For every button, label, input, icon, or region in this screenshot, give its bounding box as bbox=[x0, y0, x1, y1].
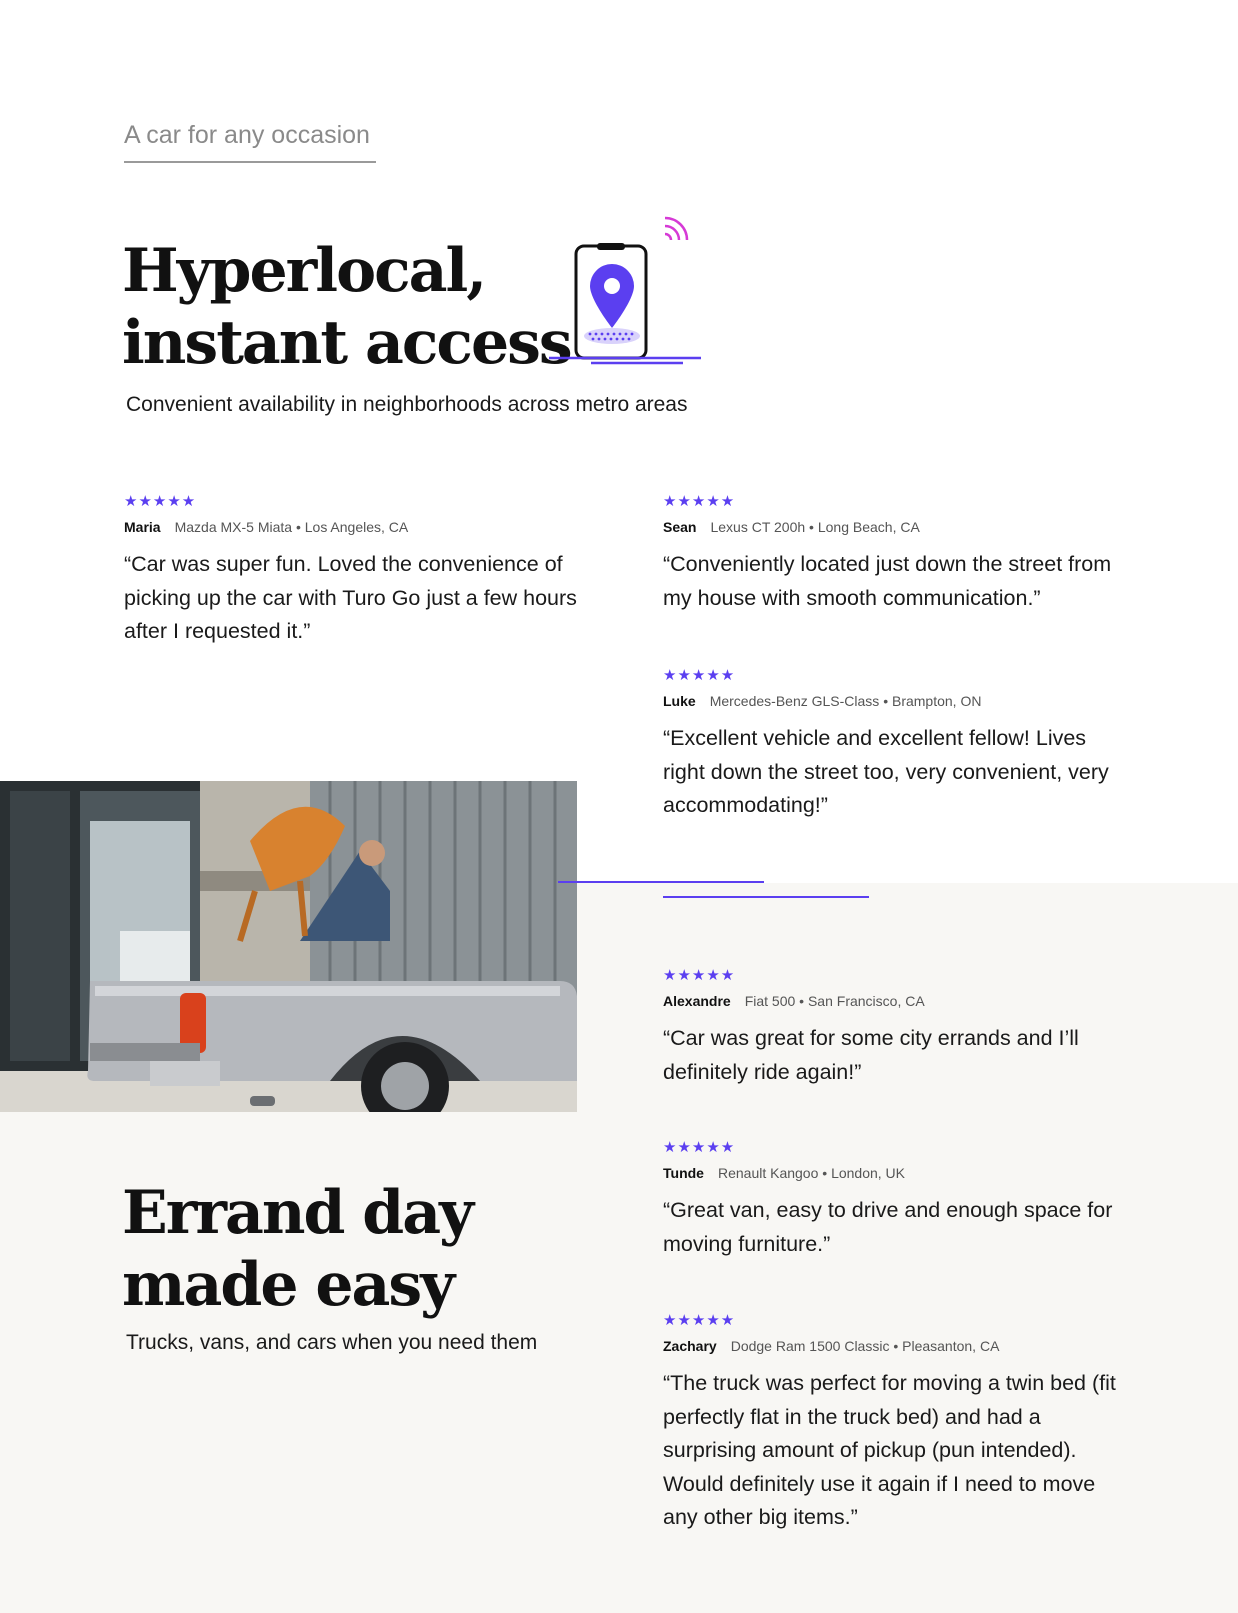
review-meta bbox=[663, 518, 1133, 536]
eyebrow-underline bbox=[124, 161, 376, 163]
review-card bbox=[663, 494, 1133, 615]
review-card bbox=[663, 1313, 1133, 1535]
errand-headline bbox=[122, 1177, 472, 1321]
review-meta bbox=[663, 1337, 1133, 1355]
reviewer-name: Maria bbox=[124, 519, 161, 535]
reviewer-name: Tunde bbox=[663, 1165, 704, 1181]
reviewer-name: Luke bbox=[663, 693, 696, 709]
accent-rule bbox=[663, 896, 869, 898]
hyperlocal-headline bbox=[122, 235, 571, 379]
hyperlocal-headline-line1: Hyperlocal, bbox=[122, 236, 486, 306]
review-card bbox=[663, 668, 1133, 823]
rating-stars: ★★★★★ bbox=[663, 666, 736, 684]
review-card bbox=[663, 1140, 1133, 1261]
review-meta bbox=[663, 992, 1133, 1010]
accent-rule bbox=[558, 881, 764, 883]
reviewer-name: Zachary bbox=[663, 1338, 717, 1354]
rating-stars: ★★★★★ bbox=[663, 492, 736, 510]
review-vehicle-location: Mercedes-Benz GLS-Class • Brampton, ON bbox=[709, 693, 982, 709]
hyperlocal-headline-line2: instant access bbox=[122, 308, 571, 378]
review-vehicle-location: Dodge Ram 1500 Classic • Pleasanton, CA bbox=[730, 1338, 1000, 1354]
review-card bbox=[663, 968, 1133, 1089]
eyebrow-label: A car for any occasion bbox=[124, 121, 370, 149]
review-quote: “Excellent vehicle and excellent fellow! Lives right down the street too, very convenient, very accommodating!” bbox=[663, 726, 1109, 817]
rating-stars: ★★★★★ bbox=[663, 1138, 736, 1156]
review-quote: “Car was great for some city errands and I’ll definitely ride again!” bbox=[663, 1026, 1079, 1084]
review-card bbox=[124, 494, 594, 649]
review-meta bbox=[124, 518, 594, 536]
phone-location-pin-icon bbox=[545, 210, 715, 370]
hyperlocal-subhead: Convenient availability in neighborhoods across metro areas bbox=[126, 393, 688, 416]
reviewer-name: Sean bbox=[663, 519, 697, 535]
pickup-truck-furniture-photo bbox=[0, 781, 577, 1112]
errand-subhead: Trucks, vans, and cars when you need them bbox=[126, 1331, 538, 1354]
errand-headline-line1: Errand day bbox=[122, 1178, 472, 1248]
review-quote: “Conveniently located just down the street from my house with smooth communication.” bbox=[663, 552, 1112, 610]
review-vehicle-location: Mazda MX-5 Miata • Los Angeles, CA bbox=[174, 519, 409, 535]
review-quote: “Great van, easy to drive and enough space for moving furniture.” bbox=[663, 1198, 1113, 1256]
review-meta bbox=[663, 1164, 1133, 1182]
rating-stars: ★★★★★ bbox=[124, 492, 197, 510]
rating-stars: ★★★★★ bbox=[663, 1311, 736, 1329]
review-vehicle-location: Lexus CT 200h • Long Beach, CA bbox=[710, 519, 920, 535]
review-vehicle-location: Fiat 500 • San Francisco, CA bbox=[744, 993, 925, 1009]
review-quote: “Car was super fun. Loved the convenience of picking up the car with Turo Go just a few hours after I requested it.” bbox=[124, 552, 577, 643]
review-quote: “The truck was perfect for moving a twin bed (fit perfectly flat in the truck bed) and had a surprising amount of pickup (pun intended). Would definitely use it again if I need to move any other big items.” bbox=[663, 1371, 1116, 1529]
review-vehicle-location: Renault Kangoo • London, UK bbox=[717, 1165, 906, 1181]
reviewer-name: Alexandre bbox=[663, 993, 731, 1009]
review-meta bbox=[663, 692, 1133, 710]
errand-headline-line2: made easy bbox=[122, 1250, 454, 1320]
rating-stars: ★★★★★ bbox=[663, 966, 736, 984]
